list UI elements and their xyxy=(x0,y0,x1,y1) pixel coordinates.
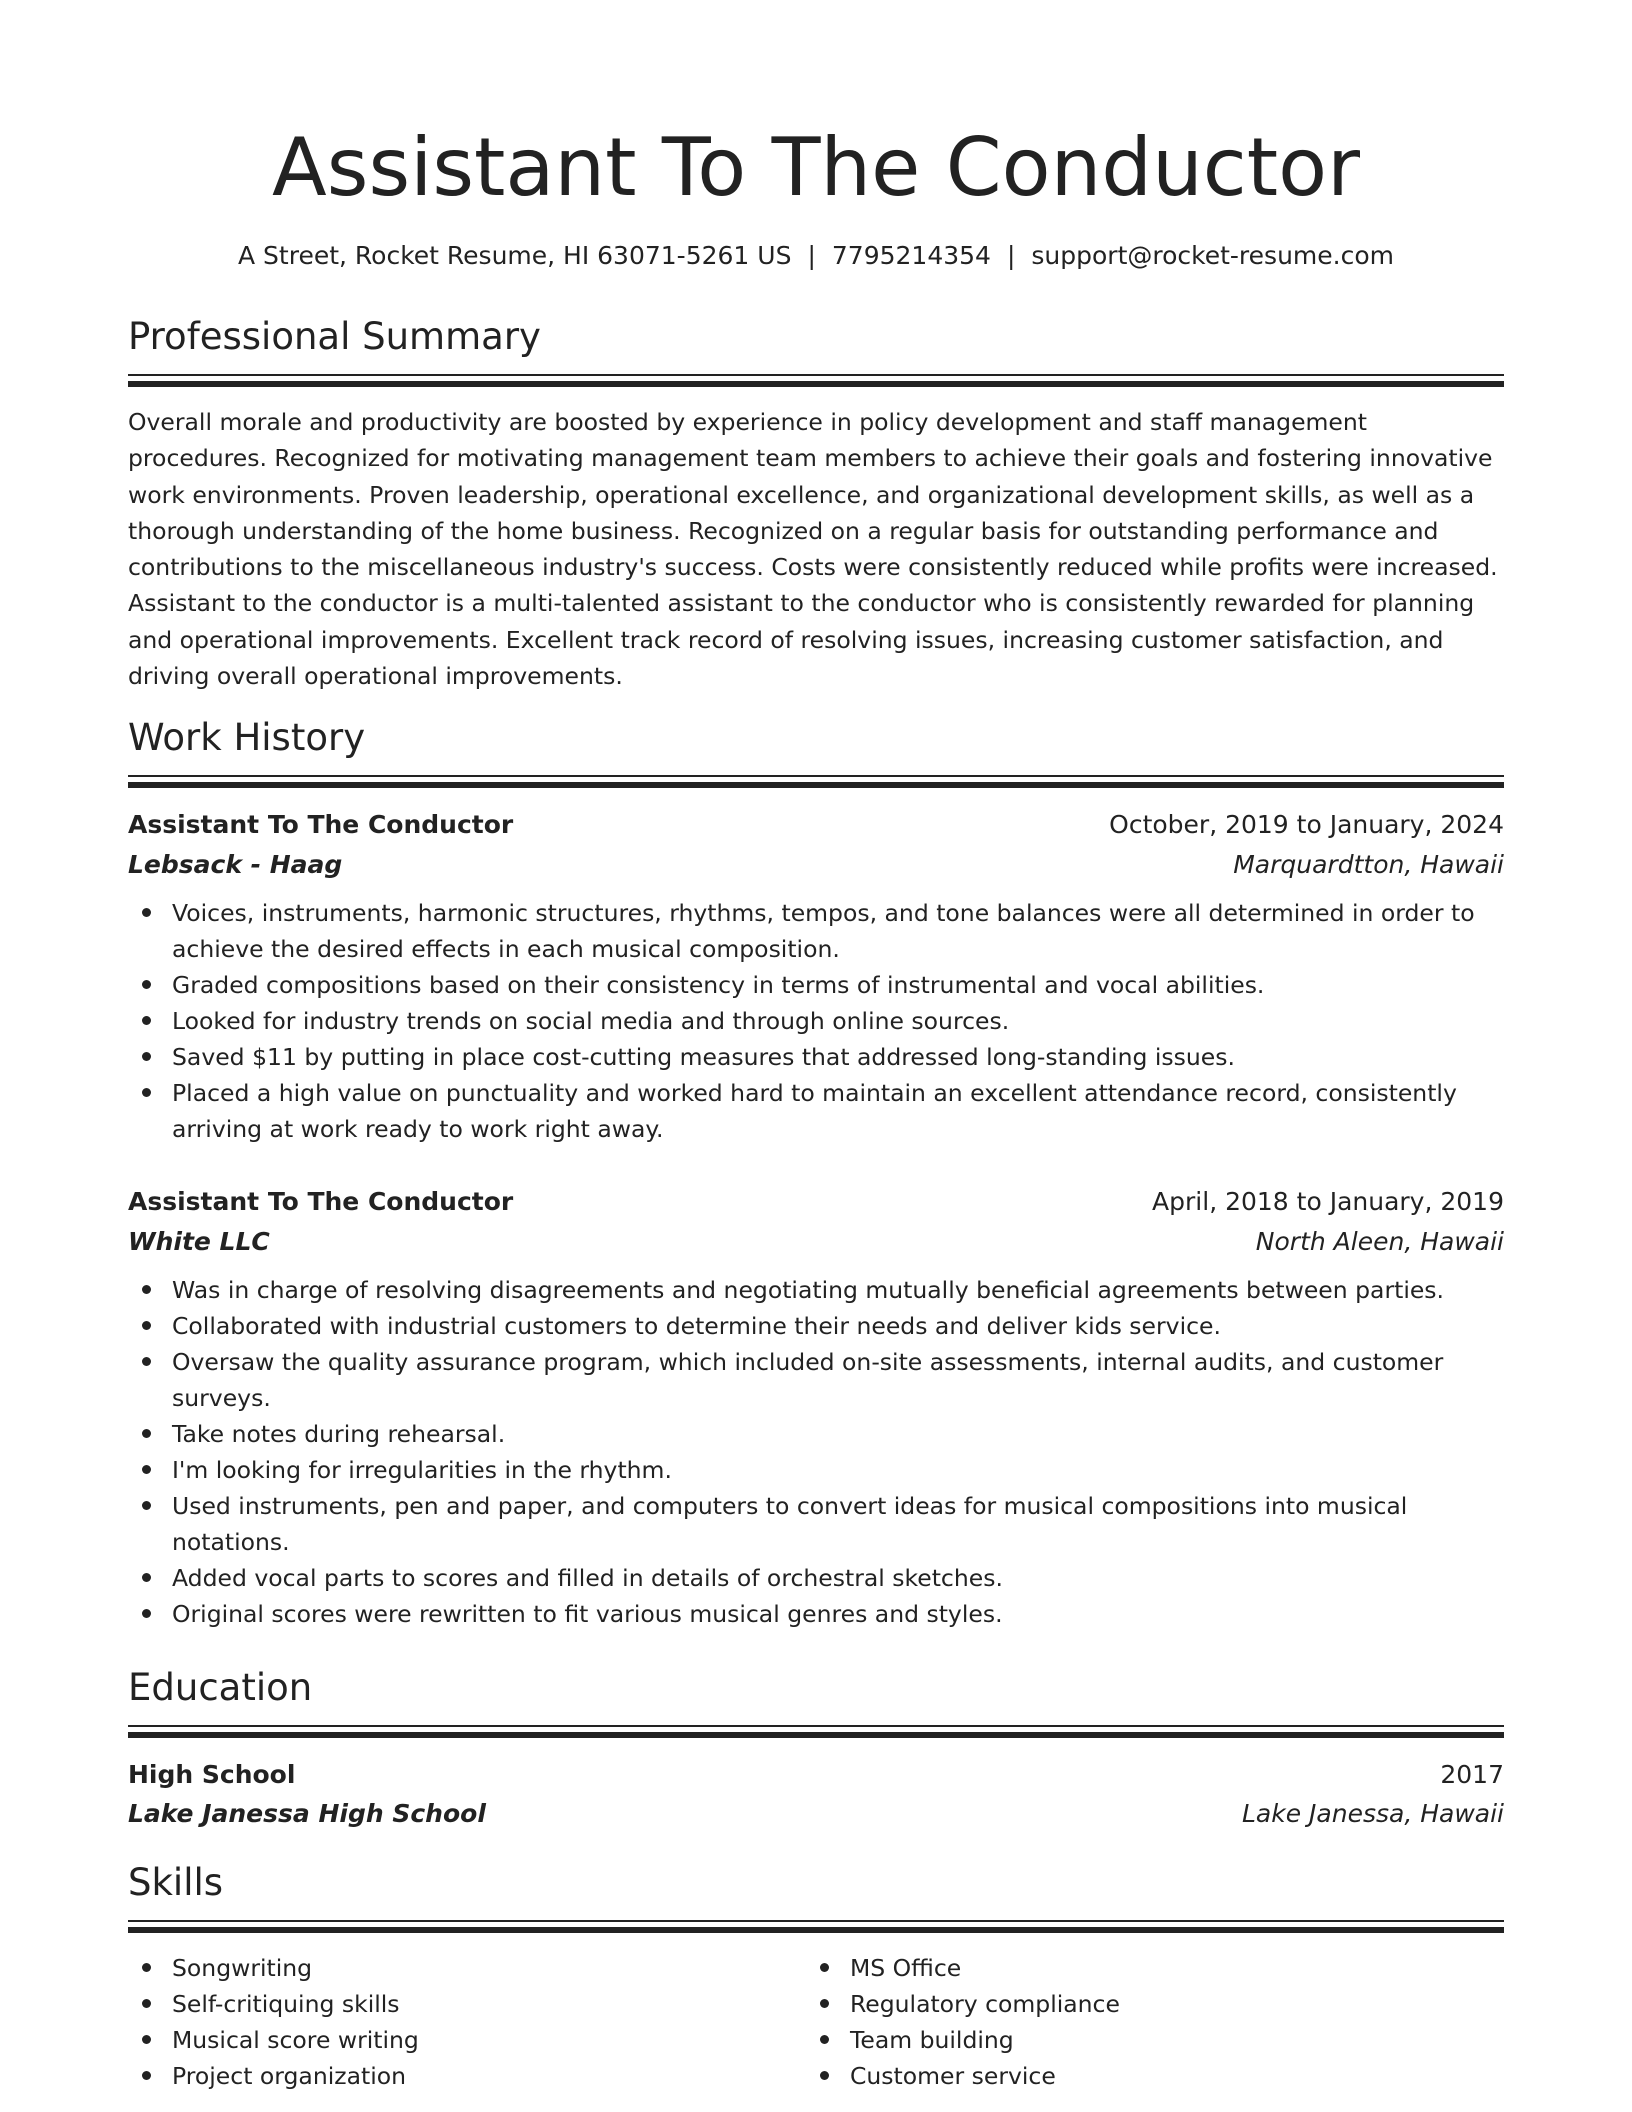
job-1-header xyxy=(128,805,1504,845)
skills-list-right xyxy=(806,1950,1504,2094)
skills-list-left xyxy=(128,1950,802,2094)
section-divider xyxy=(128,1725,1504,1727)
summary-section xyxy=(128,312,1504,691)
list-item: Original scores were rewritten to fit various musical genres and styles. xyxy=(172,1596,1504,1632)
job-company: White LLC xyxy=(128,1227,270,1256)
section-title-skills: Skills xyxy=(128,1861,224,1904)
list-item: Take notes during rehearsal. xyxy=(172,1416,1504,1452)
job-company: Lebsack - Haag xyxy=(128,850,343,879)
job-role: Assistant To The Conductor xyxy=(128,810,514,839)
job-2-bullets xyxy=(128,1272,1504,1632)
section-divider xyxy=(128,374,1504,376)
section-title-education: Education xyxy=(128,1666,313,1709)
job-dates: October, 2019 to January, 2024 xyxy=(1109,810,1504,839)
education-school: Lake Janessa High School xyxy=(128,1799,486,1828)
education-year: 2017 xyxy=(1440,1760,1504,1789)
education-subheader xyxy=(128,1794,1504,1834)
work-history-section xyxy=(128,713,1504,1628)
skill-item: Musical score writing xyxy=(172,2022,802,2058)
section-title-summary: Professional Summary xyxy=(128,315,541,358)
list-item: I'm looking for irregularities in the rhythm. xyxy=(172,1452,1504,1488)
job-2-subheader xyxy=(128,1222,1504,1262)
contact-phone[interactable]: 7795214354 xyxy=(831,241,991,270)
section-divider xyxy=(128,1927,1504,1933)
skill-item: Team building xyxy=(850,2022,1504,2058)
list-item: Voices, instruments, harmonic structures, rhythms, tempos, and tone balances were all determined in order to achieve the desired effects in each musical composition. xyxy=(172,895,1504,967)
contact-address: A Street, Rocket Resume, HI 63071-5261 US xyxy=(238,241,792,270)
section-divider xyxy=(128,775,1504,777)
candidate-name: Assistant To The Conductor xyxy=(272,121,1360,214)
skill-item: Self-critiquing skills xyxy=(172,1986,802,2022)
contact-separator: | xyxy=(807,241,816,270)
job-1-subheader xyxy=(128,845,1504,885)
education-section xyxy=(128,1663,1504,1828)
skill-item: Project organization xyxy=(172,2058,802,2094)
list-item: Used instruments, pen and paper, and computers to convert ideas for musical compositions into musical notations. xyxy=(172,1488,1504,1560)
contact-line xyxy=(128,238,1504,274)
education-location: Lake Janessa, Hawaii xyxy=(1241,1799,1504,1828)
summary-text: Overall morale and productivity are boosted by experience in policy development and staff management procedures. Recognized for motivating management team members to achieve their goals and fostering innovative work environments. Proven leadership, operational excellence, and organizational development skills, as well as a thorough understanding of the home business. Recognized on a regular basis for outstanding performance and contributions to the miscellaneous industry's success. Costs were consistently reduced while profits were increased. Assistant to the conductor is a multi-talented assistant to the conductor who is consistently rewarded for planning and operational improvements. Excellent track record of resolving issues, increasing customer satisfaction, and driving overall operational improvements. xyxy=(128,408,1498,691)
job-location: Marquardtton, Hawaii xyxy=(1233,850,1504,879)
skill-item: MS Office xyxy=(850,1950,1504,1986)
skill-item: Songwriting xyxy=(172,1950,802,1986)
skill-item: Customer service xyxy=(850,2058,1504,2094)
section-divider xyxy=(128,782,1504,788)
job-2-header xyxy=(128,1182,1504,1222)
list-item: Added vocal parts to scores and filled in details of orchestral sketches. xyxy=(172,1560,1504,1596)
section-title-work-history: Work History xyxy=(128,716,366,759)
list-item: Placed a high value on punctuality and worked hard to maintain an excellent attendance record, consistently arriving at work ready to work right away. xyxy=(172,1075,1504,1147)
list-item: Oversaw the quality assurance program, which included on-site assessments, internal audits, and customer surveys. xyxy=(172,1344,1504,1416)
job-role: Assistant To The Conductor xyxy=(128,1187,514,1216)
job-dates: April, 2018 to January, 2019 xyxy=(1152,1187,1504,1216)
section-divider xyxy=(128,381,1504,387)
skill-item: Regulatory compliance xyxy=(850,1986,1504,2022)
job-location: North Aleen, Hawaii xyxy=(1255,1227,1504,1256)
section-divider xyxy=(128,1732,1504,1738)
list-item: Was in charge of resolving disagreements and negotiating mutually beneficial agreements between parties. xyxy=(172,1272,1504,1308)
section-divider xyxy=(128,1920,1504,1922)
list-item: Saved $11 by putting in place cost-cutting measures that addressed long-standing issues. xyxy=(172,1039,1504,1075)
list-item: Graded compositions based on their consistency in terms of instrumental and vocal abilities. xyxy=(172,967,1504,1003)
job-1-bullets xyxy=(128,895,1504,1147)
skills-section xyxy=(128,1858,1504,2090)
education-header xyxy=(128,1755,1504,1795)
list-item: Looked for industry trends on social media and through online sources. xyxy=(172,1003,1504,1039)
contact-separator: | xyxy=(1006,241,1016,270)
education-degree: High School xyxy=(128,1760,296,1789)
contact-email[interactable]: support@rocket-resume.com xyxy=(1031,241,1394,270)
list-item: Collaborated with industrial customers to determine their needs and deliver kids service. xyxy=(172,1308,1504,1344)
